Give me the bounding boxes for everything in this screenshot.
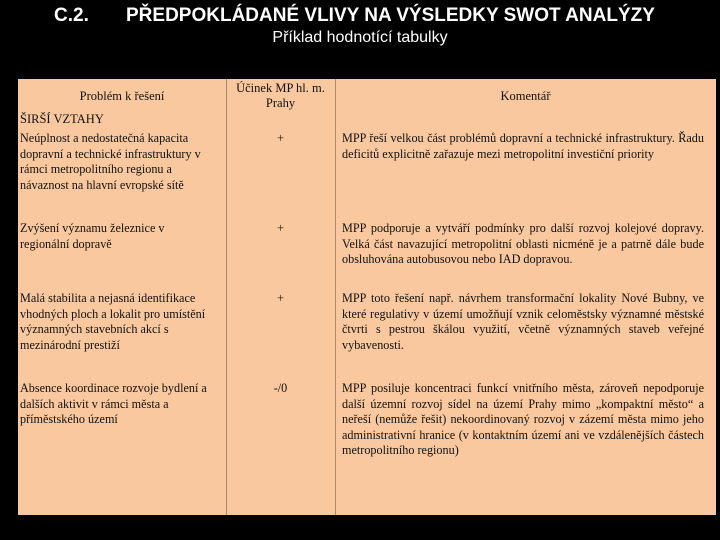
- column-header-comment: Komentář: [500, 88, 551, 103]
- section-number: C.2.: [54, 5, 89, 26]
- problem-cell: Neúplnost a nedostatečná kapacita dopravní a technické infrastruktury v rámci metropolitního regionu a návaznost na hlavní evropské sítě: [20, 131, 201, 192]
- effect-cell: +: [277, 291, 284, 305]
- table-row: [18, 288, 716, 378]
- problem-cell: Malá stabilita a nejasná identifikace vhodných ploch a lokalit pro umístění významných stavebních akcí s mezinárodní prestiží: [20, 291, 206, 352]
- effect-cell: -/0: [273, 381, 288, 395]
- evaluation-table: [18, 79, 716, 515]
- table-row: [18, 219, 716, 287]
- comment-cell: MPP toto řešení např. návrhem transformační lokality Nové Bubny, ve které regulativy v území umožňují vznik celoměstsky významné městské čtvrti s pestrou škálou využití, včetně významných staveb veřejné vybavenosti.: [342, 291, 704, 352]
- column-header-effect: Účinek MP hl. m. Prahy: [236, 81, 325, 110]
- comment-cell: MPP posiluje koncentraci funkcí vnitřního města, zároveň nepodporuje další územní rozvoj sídel na území Prahy mimo „kompaktní město“ a neřeší (nemůže řešit) nekoordinovaný rozvoj v zázemí města mimo jeho administrativní hranice (v kontaktním území ani ve vzdálenějších částech metropolitního regionu): [342, 381, 704, 457]
- problem-cell: Zvýšení významu železnice v regionální dopravě: [20, 221, 165, 251]
- effect-cell: +: [277, 131, 284, 145]
- group-label: ŠIRŠÍ VZTAHY: [20, 112, 104, 126]
- comment-cell: MPP podporuje a vytváří podmínky pro další rozvoj kolejové dopravy. Velká část navazující metropolitní oblasti nicméně je a patrně dále bude obsluhována autobusovou nebo IAD dopravou.: [342, 221, 704, 266]
- table-row: [18, 379, 716, 515]
- slide-title: PŘEDPOKLÁDANÉ VLIVY NA VÝSLEDKY SWOT ANALÝZY: [126, 5, 655, 26]
- table-header-row: [18, 79, 716, 113]
- slide-subtitle: Příklad hodnotící tabulky: [272, 29, 448, 46]
- table-row: [18, 129, 716, 219]
- effect-cell: +: [277, 221, 284, 235]
- comment-cell: MPP řeší velkou část problémů dopravní a technické infrastruktury. Řadu deficitů explicitně zařazuje mezi metropolitní investiční priority: [342, 131, 704, 161]
- column-header-problem: Problém k řešení: [79, 88, 165, 103]
- problem-cell: Absence koordinace rozvoje bydlení a dalších aktivit v rámci města a příměstského území: [20, 381, 207, 426]
